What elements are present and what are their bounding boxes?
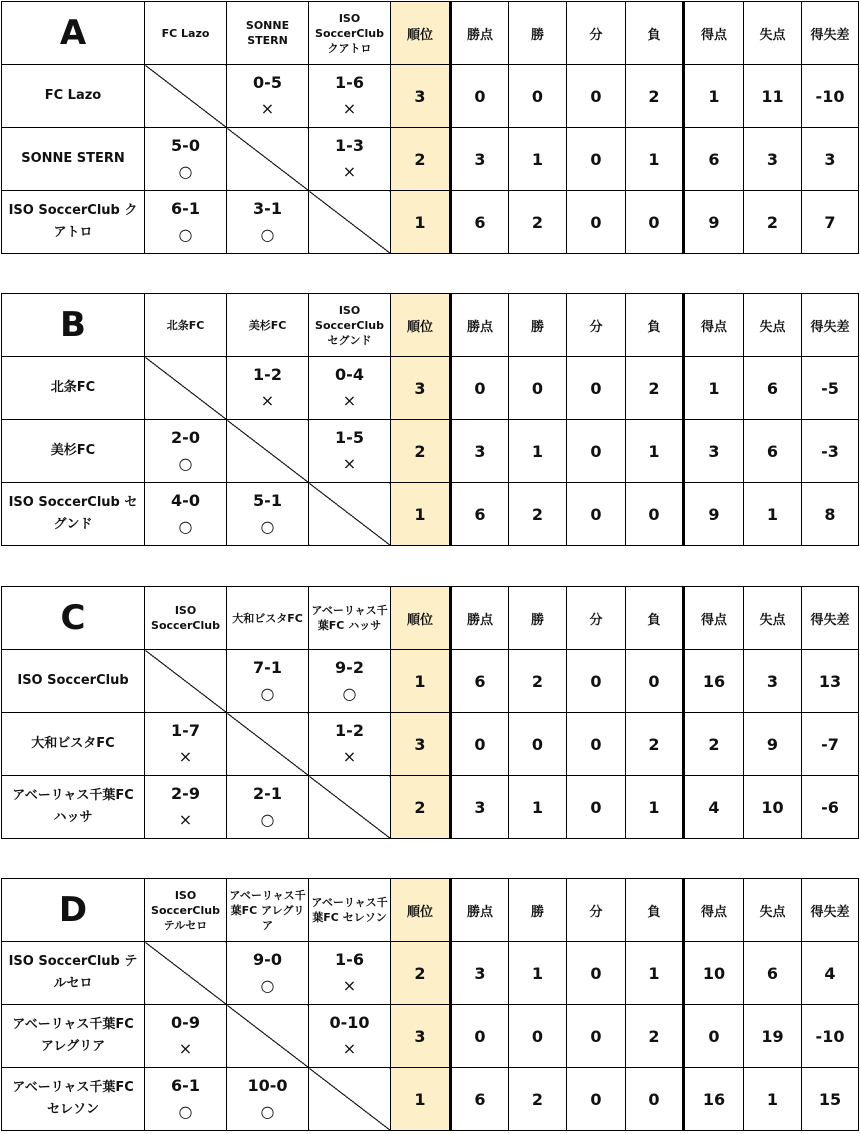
team-row [2,483,859,546]
self-match-cell [309,1068,391,1131]
goals-against-value: 1 [744,483,802,546]
win-mark-icon: ○ [260,517,275,536]
match-score: 2-1 [253,784,282,803]
self-match-cell [309,483,391,546]
goals-against-value: 6 [744,942,802,1005]
group-table-d [1,878,859,1131]
rank-value: 2 [391,776,451,839]
rank-value: 2 [391,420,451,483]
team-row [2,1068,859,1131]
column-header-draws: 分 [567,2,626,65]
column-header-goal-diff: 得失差 [802,587,859,650]
self-match-cell [227,420,309,483]
points-value: 6 [451,191,509,254]
loss-mark-icon: × [342,162,357,181]
goals-for-value: 9 [684,483,744,546]
match-score: 3-1 [253,199,282,218]
team-name: アベーリャス千葉FC アレグリア [2,1005,145,1068]
draws-value: 0 [567,420,626,483]
team-name: ISO SoccerClub テルセロ [2,942,145,1005]
team-name: アベーリャス千葉FC セレソン [2,1068,145,1131]
points-value: 0 [451,65,509,128]
rank-value: 1 [391,1068,451,1131]
column-header-rank: 順位 [391,879,451,942]
team-row [2,65,859,128]
column-header-draws: 分 [567,587,626,650]
goal-diff-value: 13 [802,650,859,713]
loss-mark-icon: × [178,747,193,766]
points-value: 3 [451,776,509,839]
loss-mark-icon: × [178,810,193,829]
match-result [227,650,309,713]
team-row [2,191,859,254]
loss-mark-icon: × [260,391,275,410]
team-name: SONNE STERN [2,128,145,191]
rank-value: 2 [391,942,451,1005]
goals-for-value: 4 [684,776,744,839]
losses-value: 2 [626,357,684,420]
rank-value: 3 [391,65,451,128]
points-value: 3 [451,942,509,1005]
header-row [2,294,859,357]
group-letter: D [2,879,145,942]
rank-value: 3 [391,1005,451,1068]
wins-value: 1 [509,942,567,1005]
goals-against-value: 3 [744,128,802,191]
loss-mark-icon: × [178,1039,193,1058]
goals-against-value: 2 [744,191,802,254]
column-header-goals-for: 得点 [684,2,744,65]
team-name: 大和ビスタFC [2,713,145,776]
rank-value: 1 [391,191,451,254]
loss-mark-icon: × [342,976,357,995]
team-row [2,420,859,483]
group-letter: A [2,2,145,65]
goals-against-value: 10 [744,776,802,839]
match-result [309,1005,391,1068]
loss-mark-icon: × [260,99,275,118]
group-table-b [1,293,859,546]
draws-value: 0 [567,776,626,839]
self-match-cell [227,1005,309,1068]
draws-value: 0 [567,65,626,128]
header-row [2,587,859,650]
opponent-header: 北条FC [145,294,227,357]
wins-value: 1 [509,776,567,839]
match-result [309,357,391,420]
win-mark-icon: ○ [178,162,193,181]
team-name: 北条FC [2,357,145,420]
goal-diff-value: -7 [802,713,859,776]
goal-diff-value: 15 [802,1068,859,1131]
rank-value: 2 [391,128,451,191]
goal-diff-value: -10 [802,65,859,128]
team-row [2,942,859,1005]
win-mark-icon: ○ [260,684,275,703]
match-result [227,65,309,128]
column-header-goals-for: 得点 [684,587,744,650]
team-name: アベーリャス千葉FC ハッサ [2,776,145,839]
win-mark-icon: ○ [260,976,275,995]
match-score: 9-0 [253,950,282,969]
match-score: 0-4 [335,365,364,384]
column-header-goal-diff: 得失差 [802,294,859,357]
win-mark-icon: ○ [342,684,357,703]
match-score: 6-1 [171,199,200,218]
wins-value: 0 [509,65,567,128]
draws-value: 0 [567,1068,626,1131]
points-value: 0 [451,357,509,420]
match-result [227,1068,309,1131]
match-score: 0-5 [253,73,282,92]
match-result [227,942,309,1005]
loss-mark-icon: × [342,454,357,473]
team-name: ISO SoccerClub セグンド [2,483,145,546]
match-score: 0-9 [171,1013,200,1032]
match-result [309,942,391,1005]
match-result [145,128,227,191]
wins-value: 0 [509,1005,567,1068]
goal-diff-value: -10 [802,1005,859,1068]
self-match-cell [145,357,227,420]
wins-value: 2 [509,650,567,713]
self-match-cell [145,942,227,1005]
goals-for-value: 1 [684,65,744,128]
column-header-goals-against: 失点 [744,294,802,357]
column-header-goal-diff: 得失差 [802,879,859,942]
match-score: 9-2 [335,658,364,677]
losses-value: 1 [626,942,684,1005]
wins-value: 2 [509,1068,567,1131]
column-header-goals-against: 失点 [744,587,802,650]
match-score: 1-2 [335,721,364,740]
losses-value: 0 [626,483,684,546]
opponent-header: アベーリャス千葉FC セレソン [309,879,391,942]
match-score: 0-10 [329,1013,370,1032]
column-header-points: 勝点 [451,2,509,65]
match-score: 1-2 [253,365,282,384]
column-header-points: 勝点 [451,587,509,650]
group-table-a [1,1,859,254]
opponent-header: ISO SoccerClub テルセロ [145,879,227,942]
goals-against-value: 6 [744,357,802,420]
losses-value: 2 [626,1005,684,1068]
match-result [309,128,391,191]
column-header-points: 勝点 [451,879,509,942]
header-row [2,879,859,942]
points-value: 3 [451,420,509,483]
match-result [309,65,391,128]
draws-value: 0 [567,357,626,420]
goals-against-value: 19 [744,1005,802,1068]
column-header-goal-diff: 得失差 [802,2,859,65]
wins-value: 0 [509,357,567,420]
match-score: 2-0 [171,428,200,447]
losses-value: 2 [626,713,684,776]
draws-value: 0 [567,942,626,1005]
goals-for-value: 16 [684,1068,744,1131]
opponent-header: ISO SoccerClub セグンド [309,294,391,357]
points-value: 0 [451,713,509,776]
opponent-header: 美杉FC [227,294,309,357]
column-header-rank: 順位 [391,2,451,65]
column-header-wins: 勝 [509,879,567,942]
goals-for-value: 9 [684,191,744,254]
column-header-goals-against: 失点 [744,879,802,942]
goals-for-value: 6 [684,128,744,191]
wins-value: 2 [509,191,567,254]
column-header-losses: 負 [626,879,684,942]
goal-diff-value: -5 [802,357,859,420]
self-match-cell [309,776,391,839]
points-value: 0 [451,1005,509,1068]
goals-for-value: 3 [684,420,744,483]
wins-value: 1 [509,128,567,191]
losses-value: 1 [626,128,684,191]
column-header-points: 勝点 [451,294,509,357]
goals-against-value: 11 [744,65,802,128]
match-score: 1-5 [335,428,364,447]
column-header-goals-for: 得点 [684,879,744,942]
match-score: 1-3 [335,136,364,155]
rank-value: 3 [391,713,451,776]
self-match-cell [227,713,309,776]
match-score: 6-1 [171,1076,200,1095]
goals-for-value: 1 [684,357,744,420]
column-header-losses: 負 [626,294,684,357]
match-result [309,420,391,483]
match-result [309,650,391,713]
match-score: 10-0 [247,1076,288,1095]
points-value: 6 [451,650,509,713]
win-mark-icon: ○ [260,810,275,829]
team-row [2,650,859,713]
column-header-wins: 勝 [509,587,567,650]
points-value: 3 [451,128,509,191]
win-mark-icon: ○ [178,454,193,473]
wins-value: 1 [509,420,567,483]
goals-against-value: 9 [744,713,802,776]
win-mark-icon: ○ [260,1102,275,1121]
column-header-goals-for: 得点 [684,294,744,357]
self-match-cell [145,650,227,713]
match-result [227,776,309,839]
team-row [2,128,859,191]
win-mark-icon: ○ [178,1102,193,1121]
match-score: 5-0 [171,136,200,155]
opponent-header: アベーリャス千葉FC ハッサ [309,587,391,650]
match-result [227,483,309,546]
match-score: 7-1 [253,658,282,677]
match-result [145,1068,227,1131]
goals-for-value: 16 [684,650,744,713]
match-score: 1-6 [335,950,364,969]
opponent-header: FC Lazo [145,2,227,65]
losses-value: 1 [626,776,684,839]
group-letter: C [2,587,145,650]
goal-diff-value: 8 [802,483,859,546]
self-match-cell [309,191,391,254]
draws-value: 0 [567,191,626,254]
match-result [227,191,309,254]
team-name: FC Lazo [2,65,145,128]
loss-mark-icon: × [342,1039,357,1058]
column-header-losses: 負 [626,587,684,650]
goal-diff-value: -3 [802,420,859,483]
loss-mark-icon: × [342,391,357,410]
goal-diff-value: 3 [802,128,859,191]
team-name: ISO SoccerClub [2,650,145,713]
team-row [2,713,859,776]
match-result [145,191,227,254]
losses-value: 0 [626,191,684,254]
match-score: 4-0 [171,491,200,510]
match-score: 2-9 [171,784,200,803]
column-header-draws: 分 [567,879,626,942]
match-result [145,420,227,483]
goals-against-value: 6 [744,420,802,483]
self-match-cell [145,65,227,128]
match-score: 1-7 [171,721,200,740]
opponent-header: SONNE STERN [227,2,309,65]
team-row [2,357,859,420]
goal-diff-value: 7 [802,191,859,254]
losses-value: 0 [626,650,684,713]
column-header-draws: 分 [567,294,626,357]
match-result [145,483,227,546]
win-mark-icon: ○ [260,225,275,244]
rank-value: 1 [391,483,451,546]
draws-value: 0 [567,650,626,713]
points-value: 6 [451,483,509,546]
goal-diff-value: 4 [802,942,859,1005]
goals-for-value: 0 [684,1005,744,1068]
match-result [309,713,391,776]
draws-value: 0 [567,128,626,191]
opponent-header: アベーリャス千葉FC アレグリア [227,879,309,942]
group-letter: B [2,294,145,357]
match-score: 5-1 [253,491,282,510]
losses-value: 0 [626,1068,684,1131]
column-header-goals-against: 失点 [744,2,802,65]
draws-value: 0 [567,1005,626,1068]
header-row [2,2,859,65]
wins-value: 0 [509,713,567,776]
loss-mark-icon: × [342,99,357,118]
match-result [145,713,227,776]
match-result [227,357,309,420]
self-match-cell [227,128,309,191]
draws-value: 0 [567,713,626,776]
column-header-rank: 順位 [391,294,451,357]
opponent-header: 大和ビスタFC [227,587,309,650]
team-name: 美杉FC [2,420,145,483]
column-header-wins: 勝 [509,294,567,357]
rank-value: 1 [391,650,451,713]
goal-diff-value: -6 [802,776,859,839]
draws-value: 0 [567,483,626,546]
team-name: ISO SoccerClub クアトロ [2,191,145,254]
win-mark-icon: ○ [178,225,193,244]
group-table-c [1,586,859,839]
team-row [2,1005,859,1068]
match-result [145,776,227,839]
loss-mark-icon: × [342,747,357,766]
losses-value: 2 [626,65,684,128]
column-header-losses: 負 [626,2,684,65]
column-header-wins: 勝 [509,2,567,65]
match-result [145,1005,227,1068]
opponent-header: ISO SoccerClub [145,587,227,650]
team-row [2,776,859,839]
goals-against-value: 1 [744,1068,802,1131]
rank-value: 3 [391,357,451,420]
goals-for-value: 10 [684,942,744,1005]
points-value: 6 [451,1068,509,1131]
goals-for-value: 2 [684,713,744,776]
win-mark-icon: ○ [178,517,193,536]
column-header-rank: 順位 [391,587,451,650]
losses-value: 1 [626,420,684,483]
goals-against-value: 3 [744,650,802,713]
wins-value: 2 [509,483,567,546]
opponent-header: ISO SoccerClub クアトロ [309,2,391,65]
match-score: 1-6 [335,73,364,92]
